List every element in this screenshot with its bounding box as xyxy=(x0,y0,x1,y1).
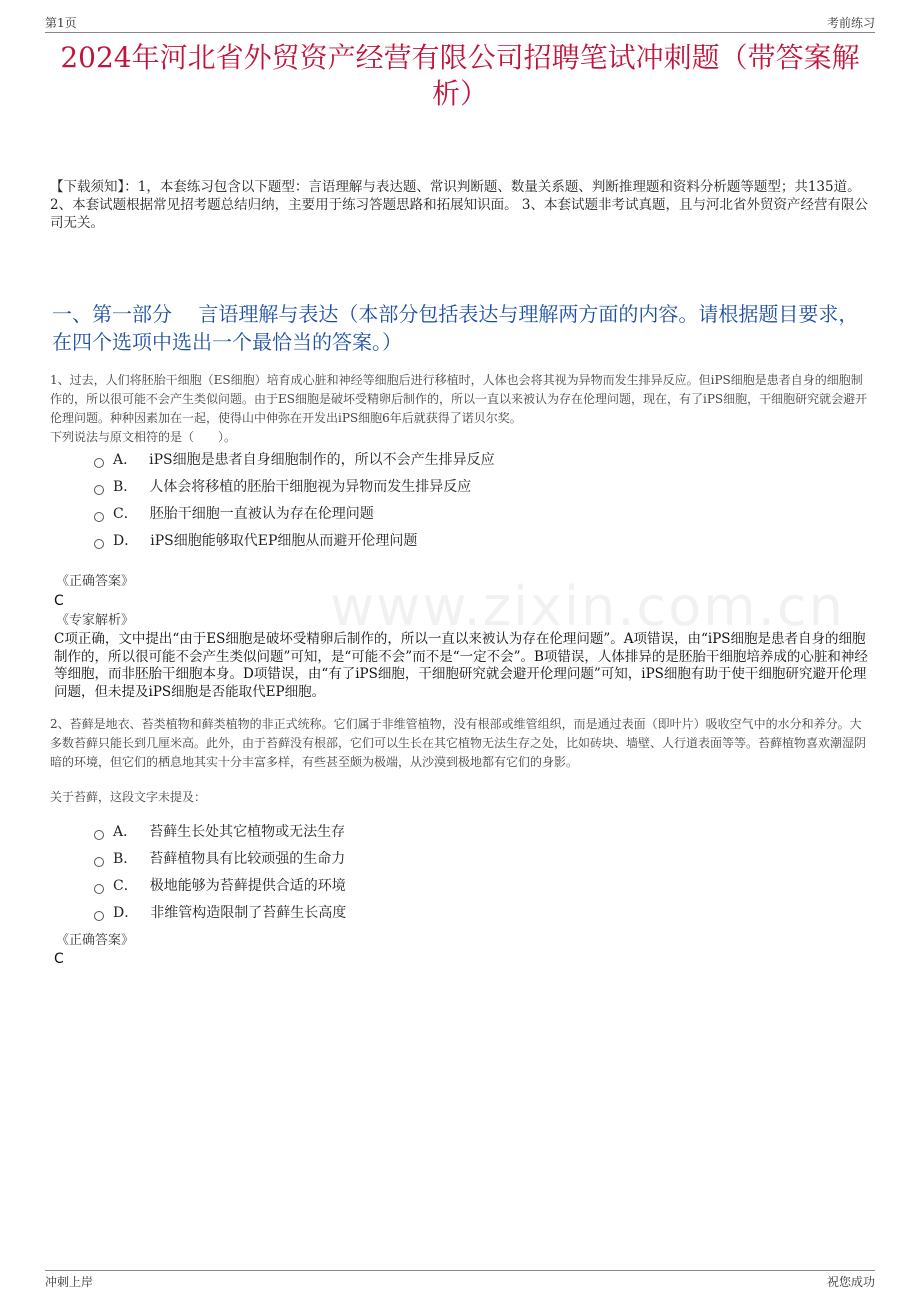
question-1-option-c[interactable] xyxy=(94,503,374,525)
question-1-analysis: C项正确，文中提出“由于ES细胞是破坏受精卵后制作的，所以一直以来被认为存在伦理问题”。A项错误，由“iPS细胞是患者自身的细胞制作的，所以很可能不会产生类似问题”可知，是“可能不会”而不是“一定不会”。B项错误，人体排异的是胚胎干细胞培养成的心脏和神经等细胞，而非胚胎干细胞本身。D项错误，由“有了iPS细胞，干细胞研究就会避开伦理问题”可知，iPS细胞有助于使干细胞研究避开伦理问题，但未提及iPS细胞是否能取代EP细胞。 xyxy=(54,631,868,700)
download-notice: 【下载须知】：1，本套练习包含以下题型：言语理解与表达题、常识判断题、数量关系题、判断推理题和资料分析题等题型；共135道。 2、本套试题根据常见招考题总结归纳，主要用于练习答题思路和拓展知识面。 3、本套试题非考试真题，且与河北省外贸资产经营有限公司无关。 xyxy=(50,179,868,231)
question-2-option-d[interactable] xyxy=(94,902,346,924)
question-2-option-b[interactable] xyxy=(94,848,345,870)
radio-icon[interactable] xyxy=(94,539,104,549)
option-letter: C． xyxy=(113,878,138,894)
document-title: 2024年河北省外贸资产经营有限公司招聘笔试冲刺题（带答案解析） xyxy=(60,41,860,110)
footer-right-label: 祝您成功 xyxy=(826,1275,875,1289)
option-letter: B． xyxy=(113,479,138,495)
header-label: 考前练习 xyxy=(826,16,875,30)
question-1-answer-label: 《正确答案》 xyxy=(56,574,135,589)
question-1-text: 1、过去，人们将胚胎干细胞（ES细胞）培育成心脏和神经等细胞后进行移植时，人体也会将其视为异物而发生排异反应。但iPS细胞是患者自身的细胞制作的，所以很可能不会产生类似问题。由于ES细胞是破坏受精卵后制作的，所以一直以来被认为存在伦理问题，现在，有了iPS细胞，干细胞研究就会避开伦理问题。种种因素加在一起，使得山中伸弥在开发出iPS细胞6年后就获得了诺贝尔奖。 xyxy=(50,373,868,425)
option-letter: B． xyxy=(113,851,138,867)
radio-icon[interactable] xyxy=(94,884,104,894)
option-text: 胚胎干细胞一直被认为存在伦理问题 xyxy=(149,506,374,522)
section-heading: 一、第一部分 言语理解与表达（本部分包括表达与理解两方面的内容。请根据题目要求，在四个选项中选出一个最恰当的答案。） xyxy=(52,302,859,354)
option-text: 苔藓生长处其它植物或无法生存 xyxy=(149,824,346,840)
question-1-option-b[interactable] xyxy=(94,476,471,498)
radio-icon[interactable] xyxy=(94,857,104,867)
option-text: 极地能够为苔藓提供合适的环境 xyxy=(149,878,346,894)
radio-icon[interactable] xyxy=(94,485,104,495)
question-2-option-a[interactable] xyxy=(94,821,345,843)
option-text: 非维管构造限制了苔藓生长高度 xyxy=(150,905,347,921)
question-2-text: 2、苔藓是地衣、苔类植物和藓类植物的非正式统称。它们属于非维管植物，没有根部或维管组织，而是通过表面（即叶片）吸收空气中的水分和养分。大多数苔藓只能长到几厘米高。此外，由于苔藓没有根部，它们可以生长在其它植物无法生存之处，比如砖块、墙壁、人行道表面等等。苔藓植物喜欢潮湿阴暗的环境，但它们的栖息地其实十分丰富多样，有些甚至颇为极端，从沙漠到极地都有它们的身影。 xyxy=(50,717,867,769)
radio-icon[interactable] xyxy=(94,830,104,840)
option-text: 苔藓植物具有比较顽强的生命力 xyxy=(149,851,346,867)
question-2-prompt: 关于苔藓，这段文字未提及： xyxy=(50,790,207,804)
question-1-analysis-label: 《专家解析》 xyxy=(56,613,135,628)
watermark: www.zixin.com.cn xyxy=(330,575,845,638)
option-letter: A． xyxy=(113,824,138,840)
option-letter: D． xyxy=(113,533,139,549)
question-2-option-c[interactable] xyxy=(94,875,346,897)
question-2-answer-label: 《正确答案》 xyxy=(56,933,135,948)
question-1-prompt: 下列说法与原文相符的是（ ）。 xyxy=(50,430,237,444)
radio-icon[interactable] xyxy=(94,458,104,468)
option-letter: A． xyxy=(113,452,138,468)
header-divider xyxy=(45,32,875,33)
option-text: iPS细胞能够取代EP细胞从而避开伦理问题 xyxy=(150,533,418,549)
option-text: iPS细胞是患者自身细胞制作的，所以不会产生排异反应 xyxy=(149,452,495,468)
footer-divider xyxy=(45,1270,875,1271)
question-1-option-a[interactable] xyxy=(94,449,495,471)
question-1-option-d[interactable] xyxy=(94,530,417,552)
option-letter: D． xyxy=(113,905,139,921)
question-1-answer: C xyxy=(54,593,64,609)
option-letter: C． xyxy=(113,506,138,522)
radio-icon[interactable] xyxy=(94,512,104,522)
footer-left-label: 冲刺上岸 xyxy=(45,1275,94,1289)
question-2-answer: C xyxy=(54,951,64,967)
radio-icon[interactable] xyxy=(94,911,104,921)
option-text: 人体会将移植的胚胎干细胞视为异物而发生排异反应 xyxy=(149,479,472,495)
page-number: 第1页 xyxy=(45,16,77,30)
